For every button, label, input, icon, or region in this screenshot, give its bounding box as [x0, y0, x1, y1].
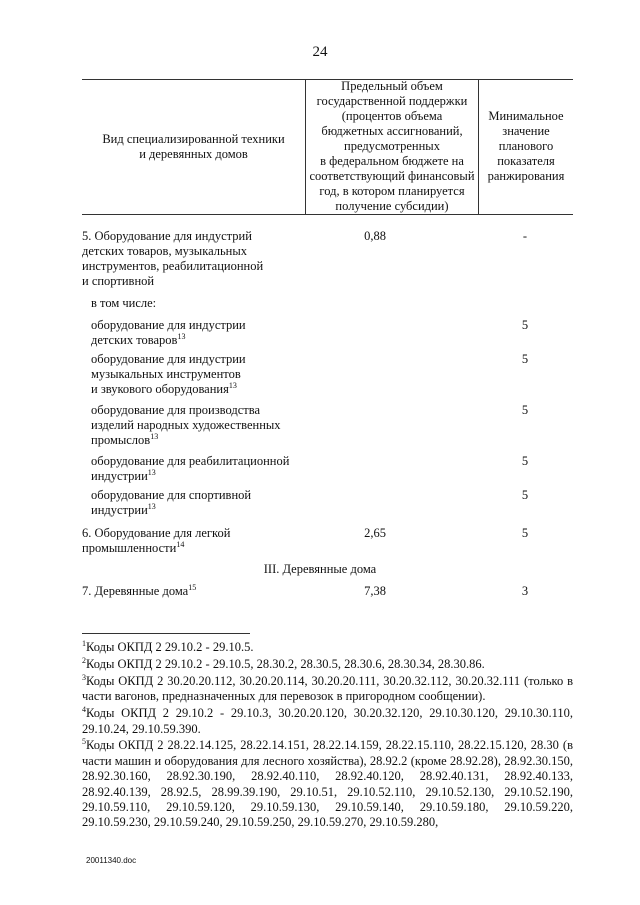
- footnote-number: 2: [82, 655, 86, 665]
- footnote-text: Коды ОКПД 2 29.10.2 - 29.10.5, 28.30.2, 28.30.5, 28.30.6, 28.30.34, 28.30.86.: [86, 656, 485, 671]
- row-rank: 5: [521, 318, 529, 332]
- footnote-ref: 15: [188, 582, 197, 592]
- footnote-text: Коды ОКПД 2 28.22.14.125, 28.22.14.151, 28.22.14.159, 28.22.15.110, 28.22.15.120, 28.30 (в части машин и оборудования для лесного хозяйства), 28.92.2 (кроме 28.92.28), 28.92.30.150, 28.92.30.160, 28.92.30.190, 28.92.40.110, 28.92.40.120, 28.92.40.131, 28.92.40.133, 28.92.40.139, 28.92.5, 28.99.39.190, 29.10.51, 29.10.52.110, 29.10.52.130, 29.10.52.190, 29.10.59.110, 29.10.59.120, 29.10.59.130, 29.10.59.140, 29.10.59.180, 29.10.59.220, 29.10.59.230, 29.10.59.240, 29.10.59.250, 29.10.59.270, 29.10.59.280,: [82, 738, 573, 830]
- row-rank: 5: [521, 403, 529, 417]
- footnote-number: 5: [82, 737, 86, 747]
- footnote-number: 4: [82, 704, 86, 714]
- footnote-text: Коды ОКПД 2 30.20.20.112, 30.20.20.114, 30.20.20.111, 30.20.32.112, 30.20.32.111 (только в части вагонов, предназначенных для перевозок в пригородном сообщении).: [82, 673, 573, 704]
- footnote-ref: 13: [147, 501, 156, 511]
- row-name: оборудование для индустрии детских товаров: [91, 318, 246, 347]
- footnote-number: 3: [82, 672, 86, 682]
- section-title: III. Деревянные дома: [263, 562, 377, 576]
- row-rank: 5: [521, 526, 529, 540]
- footnote: [82, 657, 573, 672]
- row-name: в том числе:: [91, 296, 157, 310]
- footnote-text: Коды ОКПД 2 29.10.2 - 29.10.5.: [86, 640, 254, 654]
- row-name: 5. Оборудование для индустрий детских товаров, музыкальных инструментов, реабилитационной и спортивной: [82, 229, 264, 288]
- row-name: 6. Оборудование для легкой промышленности: [82, 526, 231, 555]
- row-name: оборудование для индустрии музыкальных инструментов и звукового оборудования: [91, 352, 246, 396]
- footnote-ref: 13: [177, 331, 186, 341]
- footnote: [82, 640, 573, 655]
- page-number: 24: [312, 44, 328, 60]
- footnote-ref: 13: [150, 431, 159, 441]
- header-min-ranking: Минимальное значение планового показателя ранжирования: [487, 109, 565, 183]
- footnote-ref: 14: [176, 539, 185, 549]
- footnote: [82, 706, 573, 737]
- footnote: [82, 674, 573, 705]
- row-name: оборудование для реабилитационной индустрии: [91, 454, 290, 483]
- footnote-ref: 13: [228, 380, 237, 390]
- header-equipment-type: Вид специализированной техники и деревянных домов: [102, 131, 285, 161]
- document-code: 20011340.doc: [86, 856, 137, 865]
- header-support-limit: Предельный объем государственной поддержки (процентов объема бюджетных ассигнований, предусмотренных в федеральном бюджете на соответствующий финансовый год, в котором планируется получение субсидии): [309, 79, 475, 213]
- table-header-bottom-rule: [82, 214, 573, 215]
- row-limit: 2,65: [364, 526, 386, 540]
- footnotes: [82, 640, 573, 832]
- footnote-separator: [82, 633, 250, 634]
- footnote-ref: 13: [147, 467, 156, 477]
- row-name: 7. Деревянные дома: [82, 584, 189, 598]
- row-rank: -: [522, 229, 528, 243]
- footnote-text: Коды ОКПД 2 29.10.2 - 29.10.3, 30.20.20.120, 30.20.32.120, 29.10.30.120, 29.10.30.110, 29.10.24, 29.10.59.390.: [82, 706, 573, 736]
- row-name: оборудование для спортивной индустрии: [91, 488, 252, 517]
- row-limit: 7,38: [364, 584, 386, 598]
- footnote: [82, 738, 573, 830]
- row-rank: 5: [521, 488, 529, 502]
- row-name: оборудование для производства изделий народных художественных промыслов: [91, 403, 281, 447]
- row-limit: 0,88: [364, 229, 386, 243]
- row-rank: 5: [521, 454, 529, 468]
- footnote-number: 1: [82, 638, 86, 648]
- row-rank: 3: [521, 584, 529, 598]
- row-rank: 5: [521, 352, 529, 366]
